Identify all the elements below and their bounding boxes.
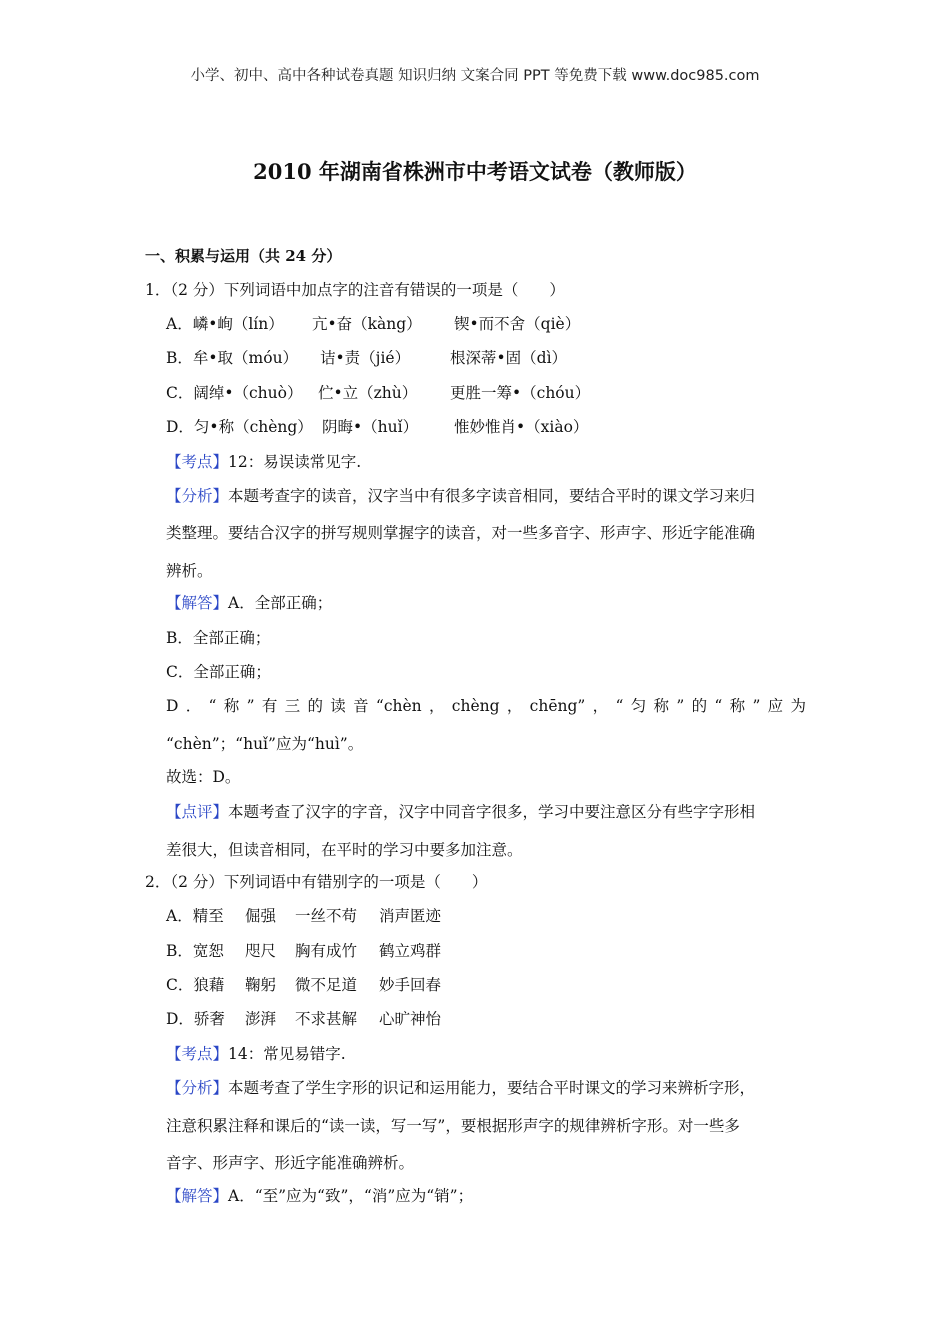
q2-option-d: [166, 1008, 441, 1030]
q1-option-c: [166, 382, 590, 404]
q2-option-c-4: 妙手回春: [379, 976, 442, 994]
q2-fenxi-line-3: 音字、形声字、形近字能准确辨析。: [166, 1154, 415, 1172]
q2-option-c-2: 鞠躬: [245, 976, 277, 994]
q1-fenxi-line-2: 类整理。要结合汉字的拼写规则掌握字的读音，对一些多音字、形声字、形近字能准确: [166, 524, 756, 542]
q1-option-c-1: C．阔绰•（chuò）: [166, 384, 303, 402]
kaodian-tag: 【考点】: [166, 1045, 229, 1063]
q1-option-d-3: 惟妙惟肖•（xiào）: [454, 418, 589, 436]
jieda-tag: 【解答】: [166, 594, 229, 612]
q2-option-d-4: 心旷神怡: [379, 1010, 442, 1028]
q1-option-b: [166, 347, 567, 369]
q2-option-c-1: C．狼藉: [166, 976, 225, 994]
question-2-stem: 2．（2 分）下列词语中有错别字的一项是（ ）: [145, 873, 488, 891]
q2-option-a: [166, 905, 441, 927]
kaodian-text: 12：易误读常见字.: [228, 453, 362, 471]
q1-fenxi-line-3: 辨析。: [166, 562, 213, 580]
q1-option-d: [166, 416, 588, 438]
document-title: 2010 年湖南省株洲市中考语文试卷（教师版）: [253, 159, 697, 184]
q2-fenxi-line-1: [166, 1077, 755, 1099]
fenxi-text-1: 本题考查字的读音，汉字当中有很多字读音相同，要结合平时的课文学习来归: [228, 487, 756, 505]
q1-jieda-line-2: B．全部正确；: [166, 629, 271, 647]
jieda-text-1: A．“至”应为“致”，“消”应为“销”；: [228, 1187, 474, 1205]
q1-jieda-line-4: D．“称”有三的读音“chèn，chèng，chēng”，“匀称”的“称”应为: [166, 697, 806, 715]
section-heading: 一、积累与运用（共 24 分）: [145, 247, 342, 265]
q1-option-b-3: 根深蒂•固（dì）: [450, 349, 568, 367]
q1-kaodian: [166, 451, 361, 473]
q2-jieda-line-1: [166, 1185, 473, 1207]
q1-option-a-3: 锲•而不舍（qiè）: [454, 315, 581, 333]
q2-kaodian: [166, 1043, 346, 1065]
q2-option-d-1: D．骄奢: [166, 1010, 225, 1028]
q2-option-b-2: 咫尺: [245, 942, 277, 960]
question-1-stem: 1．（2 分）下列词语中加点字的注音有错误的一项是（ ）: [145, 281, 565, 299]
q2-option-d-2: 澎湃: [245, 1010, 277, 1028]
q1-jieda-line-1: [166, 592, 332, 614]
page-header-ad: 小学、初中、高中各种试卷真题 知识归纳 文案合同 PPT 等免费下载 www.doc985.com: [190, 68, 760, 84]
q2-option-a-3: 一丝不苟: [295, 907, 358, 925]
q1-option-c-3: 更胜一筹•（chóu）: [450, 384, 591, 402]
q1-option-a-2: 亢•奋（kàng）: [312, 315, 422, 333]
dianping-text-1: 本题考查了汉字的字音，汉字中同音字很多，学习中要注意区分有些字字形相: [228, 803, 756, 821]
q1-jieda-line-6: 故选：D。: [166, 768, 241, 786]
q2-option-a-2: 倔强: [245, 907, 277, 925]
jieda-text-1: A．全部正确；: [228, 594, 333, 612]
q2-fenxi-line-2: 注意积累注释和课后的“读一读，写一写”，要根据形声字的规律辨析字形。对一些多: [166, 1117, 740, 1135]
fenxi-tag: 【分析】: [166, 487, 229, 505]
q1-jieda-line-3: C．全部正确；: [166, 663, 271, 681]
q1-fenxi-line-1: [166, 485, 755, 507]
q1-option-b-1: B．牟•取（móu）: [166, 349, 299, 367]
q1-jieda-line-5: “chèn”；“huǐ”应为“huì”。: [166, 735, 364, 753]
dianping-tag: 【点评】: [166, 803, 229, 821]
q2-option-c: [166, 974, 441, 996]
kaodian-text: 14：常见易错字.: [228, 1045, 346, 1063]
q2-option-b-4: 鹤立鸡群: [379, 942, 442, 960]
q2-option-b-1: B．宽恕: [166, 942, 224, 960]
fenxi-text-1: 本题考查了学生字形的识记和运用能力，要结合平时课文的学习来辨析字形，: [228, 1079, 756, 1097]
q1-dianping-line-1: [166, 801, 755, 823]
q1-option-d-2: 阴晦•（huǐ）: [322, 418, 419, 436]
q1-dianping-line-2: 差很大，但读音相同，在平时的学习中要多加注意。: [166, 841, 523, 859]
jieda-tag: 【解答】: [166, 1187, 229, 1205]
q2-option-d-3: 不求甚解: [295, 1010, 358, 1028]
fenxi-tag: 【分析】: [166, 1079, 229, 1097]
q2-option-b-3: 胸有成竹: [295, 942, 358, 960]
q1-option-a: [166, 313, 580, 335]
q1-option-d-1: D．匀•称（chèng）: [166, 418, 313, 436]
kaodian-tag: 【考点】: [166, 453, 229, 471]
q2-option-c-3: 微不足道: [295, 976, 358, 994]
q1-option-a-1: A．嶙•峋（lín）: [166, 315, 284, 333]
q2-option-b: [166, 940, 441, 962]
q1-option-c-2: 伫•立（zhù）: [318, 384, 418, 402]
q2-option-a-4: 消声匿迹: [379, 907, 442, 925]
q2-option-a-1: A．精至: [166, 907, 224, 925]
q1-option-b-2: 诘•责（jié）: [320, 349, 411, 367]
